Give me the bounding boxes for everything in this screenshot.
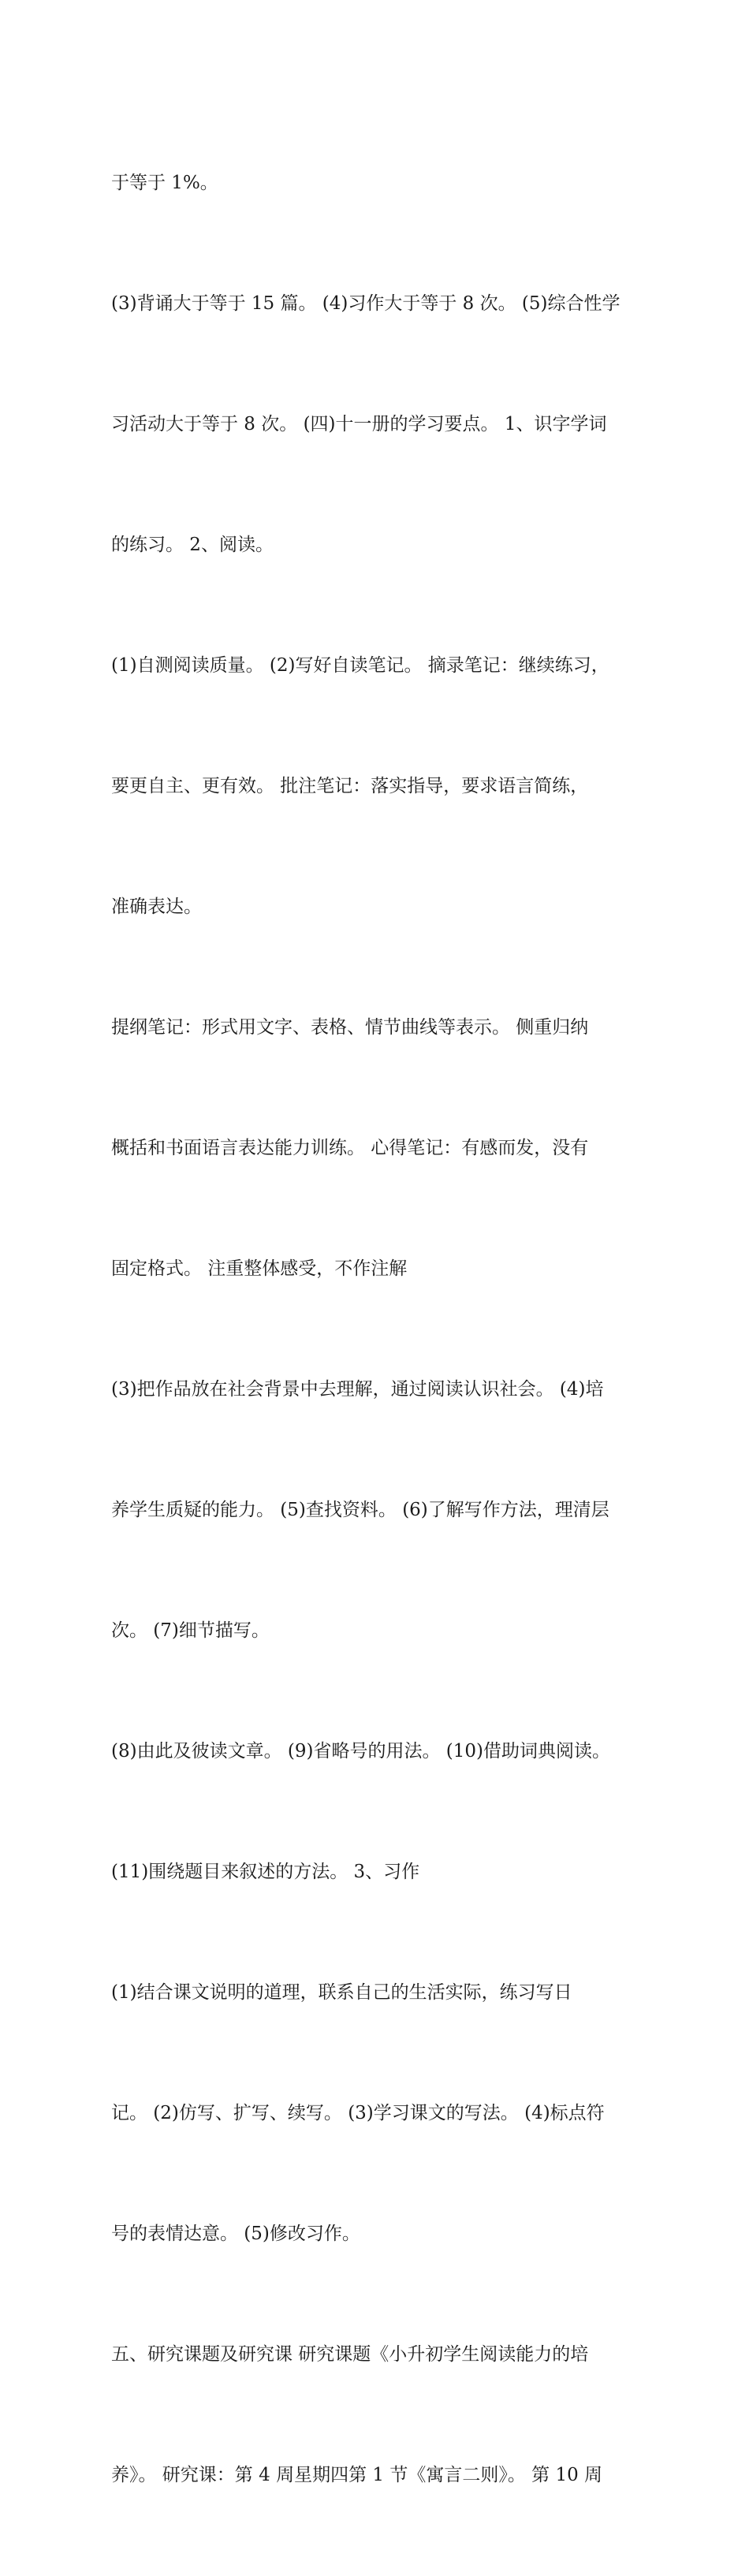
- text-line: 养》。 研究课：第 4 周星期四第 1 节《寓言二则》。 第 10 周: [111, 2465, 603, 2485]
- text-line: 养学生质疑的能力。 (5)查找资料。 (6)了解写作方法，理清层: [111, 1500, 609, 1520]
- document-body: [111, 83, 655, 2576]
- text-line: 次。 (7)细节描写。: [111, 1620, 270, 1641]
- text-line: (1)结合课文说明的道理，联系自己的生活实际，练习写日: [111, 1982, 572, 2003]
- text-line: 固定格式。 注重整体感受，不作注解: [111, 1258, 408, 1279]
- text-line: 要更自主、更有效。 批注笔记：落实指导，要求语言简练，: [111, 776, 589, 796]
- text-line: 的练习。 2、阅读。: [111, 535, 274, 555]
- text-line: (3)背诵大于等于 15 篇。 (4)习作大于等于 8 次。 (5)综合性学: [111, 293, 620, 314]
- text-line: 五、研究课题及研究课 研究课题《小升初学生阅读能力的培: [111, 2344, 589, 2365]
- text-line: 提纲笔记：形式用文字、表格、情节曲线等表示。 侧重归纳: [111, 1017, 589, 1038]
- text-line: 准确表达。: [111, 897, 202, 917]
- text-line: 于等于 1%。: [111, 173, 218, 193]
- text-line: 习活动大于等于 8 次。 (四)十一册的学习要点。 1、识字学词: [111, 414, 607, 434]
- text-line: 号的表情达意。 (5)修改习作。: [111, 2224, 360, 2244]
- text-line: (11)围绕题目来叙述的方法。 3、习作: [111, 1862, 420, 1882]
- text-line: (8)由此及彼读文章。 (9)省略号的用法。 (10)借助词典阅读。: [111, 1741, 610, 1761]
- text-line: (3)把作品放在社会背景中去理解，通过阅读认识社会。 (4)培: [111, 1379, 604, 1400]
- text-line: 概括和书面语言表达能力训练。 心得笔记：有感而发，没有: [111, 1138, 589, 1158]
- text-line: 记。 (2)仿写、扩写、续写。 (3)学习课文的写法。 (4)标点符: [111, 2103, 605, 2123]
- text-line: (1)自测阅读质量。 (2)写好自读笔记。 摘录笔记：继续练习，: [111, 655, 609, 676]
